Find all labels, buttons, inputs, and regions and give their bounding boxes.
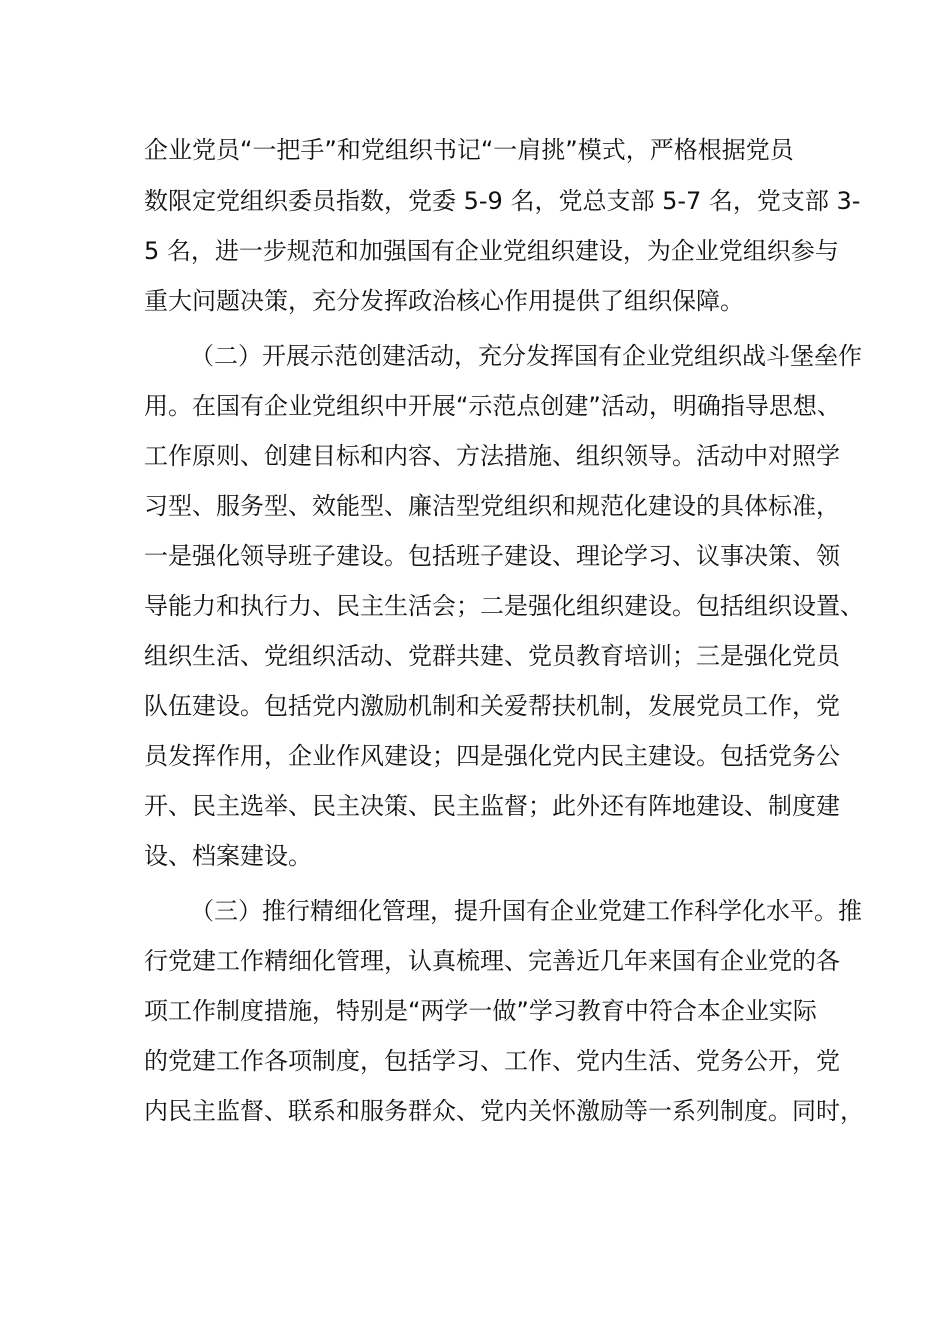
text-line-9: 一是强化领导班子建设。包括班子建设、理论学习、议事决策、领 bbox=[144, 542, 840, 570]
text-line-13: 员发挥作用，企业作风建设；四是强化党内民主建设。包括党务公 bbox=[144, 742, 840, 770]
text-line-11: 组织生活、党组织活动、党群共建、党员教育培训；三是强化党员 bbox=[144, 642, 840, 670]
text-line-6: 用。在国有企业党组织中开展“示范点创建”活动，明确指导思想、 bbox=[144, 392, 841, 420]
text-line-4: 重大问题决策，充分发挥政治核心作用提供了组织保障。 bbox=[144, 287, 744, 315]
text-line-1: 企业党员“一把手”和党组织书记“一肩挑”模式，严格根据党员 bbox=[144, 136, 794, 164]
text-line-19: 的党建工作各项制度，包括学习、工作、党内生活、党务公开，党 bbox=[144, 1047, 840, 1075]
text-line-2: 数限定党组织委员指数，党委 5-9 名，党总支部 5-7 名，党支部 3- bbox=[144, 187, 861, 215]
text-line-18: 项工作制度措施，特别是“两学一做”学习教育中符合本企业实际 bbox=[144, 997, 817, 1025]
text-line-15: 设、档案建设。 bbox=[144, 842, 312, 870]
paragraph-2-first-line: （二）开展示范创建活动，充分发挥国有企业党组织战斗堡垒作 bbox=[190, 342, 862, 370]
text-line-20: 内民主监督、联系和服务群众、党内关怀激励等一系列制度。同时， bbox=[144, 1097, 864, 1125]
text-line-14: 开、民主选举、民主决策、民主监督；此外还有阵地建设、制度建 bbox=[144, 792, 840, 820]
text-line-17: 行党建工作精细化管理，认真梳理、完善近几年来国有企业党的各 bbox=[144, 947, 840, 975]
text-line-7: 工作原则、创建目标和内容、方法措施、组织领导。活动中对照学 bbox=[144, 442, 840, 470]
paragraph-3-first-line: （三）推行精细化管理，提升国有企业党建工作科学化水平。推 bbox=[190, 897, 862, 925]
text-line-10: 导能力和执行力、民主生活会；二是强化组织建设。包括组织设置、 bbox=[144, 592, 864, 620]
text-line-3: 5 名，进一步规范和加强国有企业党组织建设，为企业党组织参与 bbox=[144, 237, 839, 265]
text-line-12: 队伍建设。包括党内激励机制和关爱帮扶机制，发展党员工作，党 bbox=[144, 692, 840, 720]
text-line-8: 习型、服务型、效能型、廉洁型党组织和规范化建设的具体标准， bbox=[144, 492, 840, 520]
